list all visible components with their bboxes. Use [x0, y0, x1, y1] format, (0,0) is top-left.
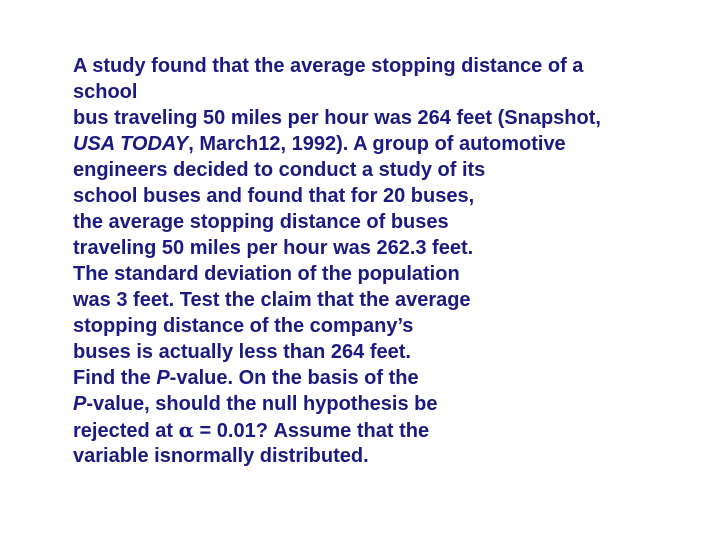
problem-line-14 — [73, 391, 713, 417]
problem-line-5: engineers decided to conduct a study of its — [73, 159, 486, 181]
problem-line-9: The standard deviation of the population — [73, 263, 460, 285]
line-15-tail: = 0.01? Assume that the — [194, 420, 430, 442]
source-date-text: , March12, 1992). A group of automotive — [188, 133, 566, 155]
problem-line-3: bus traveling 50 miles per hour was 264 feet (Snapshot, — [73, 107, 601, 129]
problem-text — [73, 53, 713, 469]
problem-line-1: A study found that the average stopping distance of a — [73, 55, 584, 77]
problem-line-15 — [73, 417, 713, 443]
line-13-lead: Find the — [73, 367, 157, 389]
problem-line-12: buses is actually less than 264 feet. — [73, 341, 411, 363]
problem-line-4 — [73, 131, 713, 157]
alpha-symbol: α — [178, 418, 194, 442]
line-13-tail: -value. On the basis of the — [169, 367, 419, 389]
problem-line-8: traveling 50 miles per hour was 262.3 feet. — [73, 237, 474, 259]
line-15-lead: rejected at — [73, 420, 179, 442]
problem-line-10: was 3 feet. Test the claim that the average — [73, 289, 471, 311]
problem-line-13 — [73, 365, 713, 391]
line-14-tail: -value, should the null hypothesis be — [86, 393, 438, 415]
source-name: USA TODAY — [73, 133, 189, 155]
problem-line-16: variable isnormally distributed. — [73, 445, 369, 467]
problem-line-7: the average stopping distance of buses — [73, 211, 449, 233]
p-variable: P — [156, 367, 170, 389]
problem-line-11: stopping distance of the company’s — [73, 315, 414, 337]
problem-line-6: school buses and found that for 20 buses, — [73, 185, 475, 207]
problem-line-2: school — [73, 81, 138, 103]
p-variable: P — [73, 393, 87, 415]
